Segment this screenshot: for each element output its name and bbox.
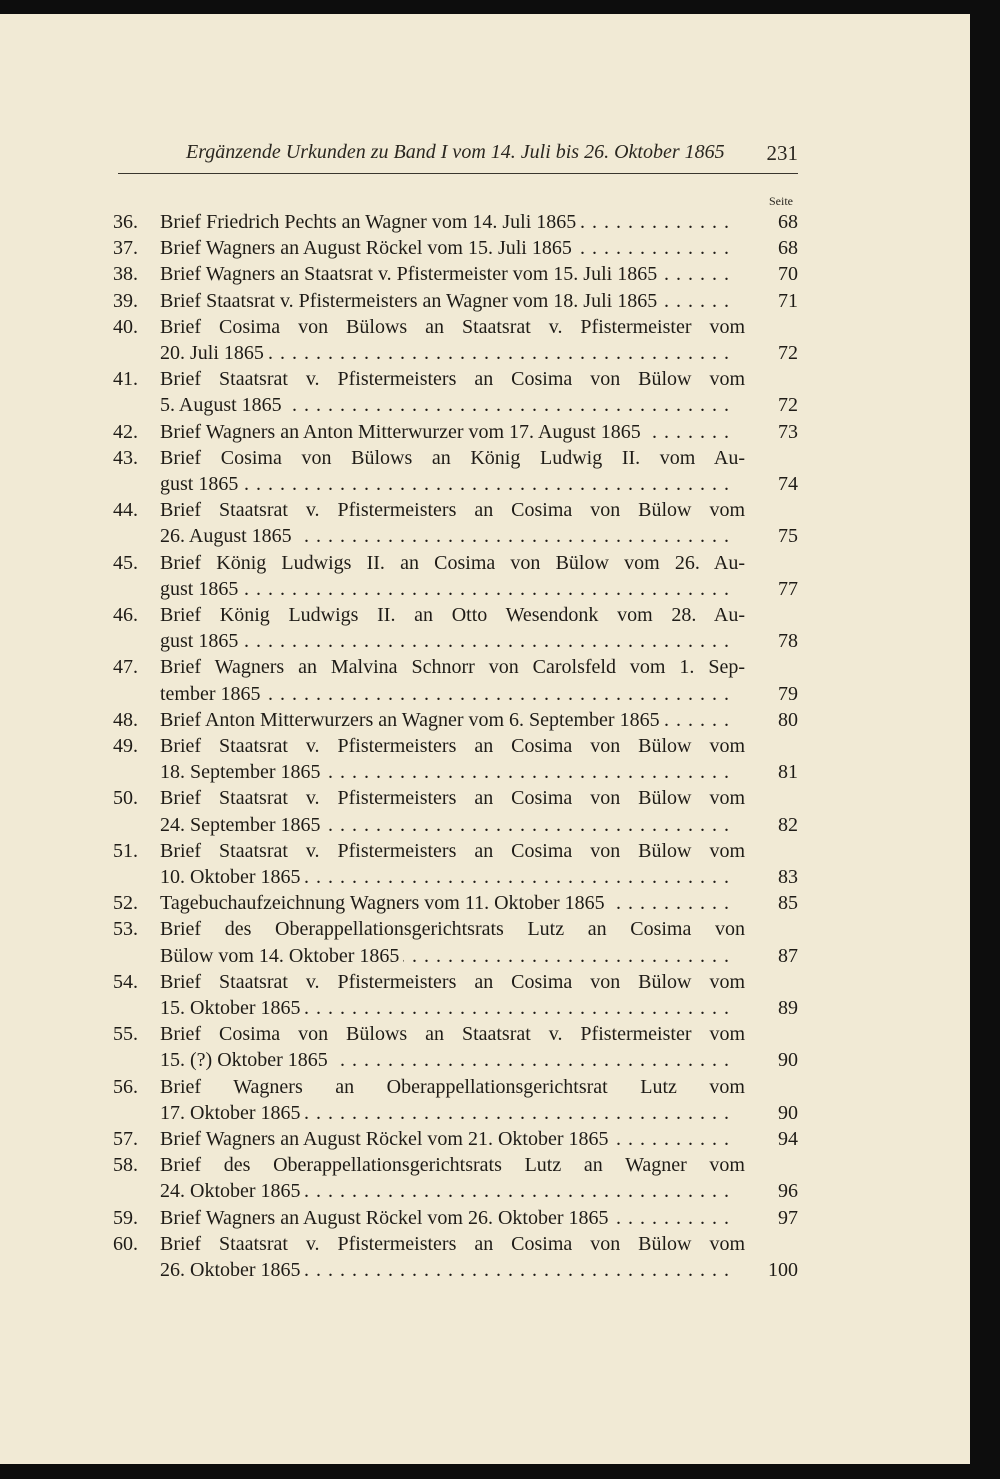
entry-page: 90 xyxy=(778,1049,798,1072)
entry-title-line: Brief Staatsrat v. Pfistermeisters an Cosima von Bülow vom xyxy=(160,735,745,757)
entry-title-line: Brief Wagners an Oberappellationsgerichtsrat Lutz vom xyxy=(160,1075,745,1098)
entry-page: 82 xyxy=(778,813,798,836)
entry-title-line: Brief Anton Mitterwurzers an Wagner vom 6. September 1865 . . . xyxy=(160,709,745,735)
entry-page: 68 xyxy=(778,237,798,260)
entry-page: 73 xyxy=(778,420,798,443)
entry-title-line: gust 1865 . . . xyxy=(160,578,745,604)
entry-number: 38. xyxy=(113,263,138,286)
running-head-title: Ergänzende Urkunden zu Band I vom 14. Juli bis 26. Oktober 1865 xyxy=(186,141,725,163)
entry-page: 81 xyxy=(778,761,798,784)
entry-title-line: Brief Wagners an Malvina Schnorr von Carolsfeld vom 1. Sep- xyxy=(160,656,745,679)
entry-title-line: Brief Cosima von Bülows an König Ludwig II. vom Au- xyxy=(160,446,745,469)
entry-page: 80 xyxy=(778,708,798,731)
entry-title-line: Brief Friedrich Pechts an Wagner vom 14. Juli 1865 . . . xyxy=(160,211,745,237)
entry-title-line: Brief des Oberappellationsgerichtsrats Lutz an Wagner vom xyxy=(160,1154,745,1177)
entry-number: 40. xyxy=(113,315,138,338)
entry-page: 72 xyxy=(778,341,798,364)
entry-title-line: Brief des Oberappellationsgerichtsrats Lutz an Cosima von xyxy=(160,918,745,941)
entry-title-line: 5. August 1865 . . . xyxy=(160,394,745,420)
entry-title-line: Bülow vom 14. Oktober 1865 . . . xyxy=(160,945,745,971)
entry-number: 44. xyxy=(113,499,138,522)
page-number: 231 xyxy=(766,141,798,165)
entry-title-line: Brief Cosima von Bülows an Staatsrat v. Pfistermeister vom xyxy=(160,1023,745,1046)
entry-title-line: Brief Cosima von Bülows an Staatsrat v. Pfistermeister vom xyxy=(160,315,745,338)
entry-number: 54. xyxy=(113,970,138,993)
entry-page: 97 xyxy=(778,1206,798,1229)
entry-number: 51. xyxy=(113,839,138,862)
entry-number: 47. xyxy=(113,656,138,679)
entry-title-line: 24. September 1865 . . . xyxy=(160,814,745,840)
entry-page: 77 xyxy=(778,577,798,600)
entry-page: 85 xyxy=(778,892,798,915)
entry-number: 37. xyxy=(113,237,138,260)
entry-page: 89 xyxy=(778,996,798,1019)
entry-number: 42. xyxy=(113,420,138,443)
entry-number: 56. xyxy=(113,1075,138,1098)
entry-number: 39. xyxy=(113,289,138,312)
entry-number: 59. xyxy=(113,1206,138,1229)
entry-number: 48. xyxy=(113,708,138,731)
entry-title-line: 20. Juli 1865 . . . xyxy=(160,342,745,368)
entry-number: 57. xyxy=(113,1128,138,1150)
entry-title-line: 15. (?) Oktober 1865 . . . xyxy=(160,1049,745,1075)
entry-title-line: Brief König Ludwigs II. an Cosima von Bülow vom 26. Au- xyxy=(160,551,745,574)
entry-title-line: Brief Staatsrat v. Pfistermeisters an Cosima von Bülow vom xyxy=(160,368,745,391)
entry-number: 49. xyxy=(113,735,138,757)
book-page xyxy=(0,14,970,1464)
entry-title-line: 17. Oktober 1865 . . . xyxy=(160,1102,745,1128)
entry-title-line: Brief Staatsrat v. Pfistermeisters an Cosima von Bülow vom xyxy=(160,970,745,993)
entry-title-line: 18. September 1865 . . . xyxy=(160,761,745,787)
entry-number: 41. xyxy=(113,368,138,391)
entry-page: 90 xyxy=(778,1101,798,1124)
entry-title-line: Brief Staatsrat v. Pfistermeisters an Wagner vom 18. Juli 1865 . . . xyxy=(160,290,745,316)
entry-title-line: Brief Staatsrat v. Pfistermeisters an Cosima von Bülow vom xyxy=(160,787,745,810)
entry-page: 79 xyxy=(778,682,798,705)
entry-page: 71 xyxy=(778,289,798,312)
entry-number: 60. xyxy=(113,1232,138,1255)
entry-title-line: Brief Wagners an Anton Mitterwurzer vom 17. August 1865 . . . xyxy=(160,421,745,447)
entry-page: 78 xyxy=(778,630,798,653)
entry-page: 72 xyxy=(778,394,798,417)
entry-number: 45. xyxy=(113,551,138,574)
entry-title-line: Brief Wagners an August Röckel vom 15. Juli 1865 . . . xyxy=(160,237,745,263)
entry-title-line: Brief Wagners an August Röckel vom 21. Oktober 1865 . . . xyxy=(160,1128,745,1154)
entry-title-line: 26. August 1865 . . . xyxy=(160,525,745,551)
entry-number: 52. xyxy=(113,892,138,915)
entry-number: 36. xyxy=(113,211,138,233)
entry-page: 75 xyxy=(778,525,798,548)
entry-number: 46. xyxy=(113,604,138,626)
page-column-label: Seite xyxy=(769,194,793,208)
entry-page: 87 xyxy=(778,944,798,967)
entry-number: 55. xyxy=(113,1023,138,1046)
entry-page: 68 xyxy=(778,211,798,233)
entry-page: 94 xyxy=(778,1128,798,1150)
entry-number: 43. xyxy=(113,446,138,469)
entry-page: 74 xyxy=(778,472,798,495)
entry-number: 53. xyxy=(113,918,138,941)
entry-page: 70 xyxy=(778,263,798,286)
entry-title-line: Brief Wagners an Staatsrat v. Pfistermeister vom 15. Juli 1865 . . . xyxy=(160,263,745,289)
entry-title-line: gust 1865 . . . xyxy=(160,473,745,499)
entry-title-line: 26. Oktober 1865 . . . xyxy=(160,1259,745,1285)
entry-number: 58. xyxy=(113,1154,138,1177)
entry-title-line: 24. Oktober 1865 . . . xyxy=(160,1180,745,1206)
entry-title-line: 10. Oktober 1865 . . . xyxy=(160,866,745,892)
entry-title-line: Brief Wagners an August Röckel vom 26. Oktober 1865 . . . xyxy=(160,1207,745,1233)
entry-page: 83 xyxy=(778,865,798,888)
entry-title-line: tember 1865 . . . xyxy=(160,683,745,709)
entry-title-line: Tagebuchaufzeichnung Wagners vom 11. Oktober 1865 . . . xyxy=(160,892,745,918)
entry-title-line: Brief Staatsrat v. Pfistermeisters an Cosima von Bülow vom xyxy=(160,1232,745,1255)
entry-page: 96 xyxy=(778,1180,798,1203)
entry-page: 100 xyxy=(768,1258,798,1281)
entry-title-line: 15. Oktober 1865 . . . xyxy=(160,997,745,1023)
entry-number: 50. xyxy=(113,787,138,810)
entry-title-line: gust 1865 . . . xyxy=(160,630,745,656)
entry-title-line: Brief Staatsrat v. Pfistermeisters an Cosima von Bülow vom xyxy=(160,839,745,862)
entry-title-line: Brief König Ludwigs II. an Otto Wesendonk vom 28. Au- xyxy=(160,604,745,626)
entry-title-line: Brief Staatsrat v. Pfistermeisters an Cosima von Bülow vom xyxy=(160,499,745,522)
table-of-contents xyxy=(0,14,970,1464)
